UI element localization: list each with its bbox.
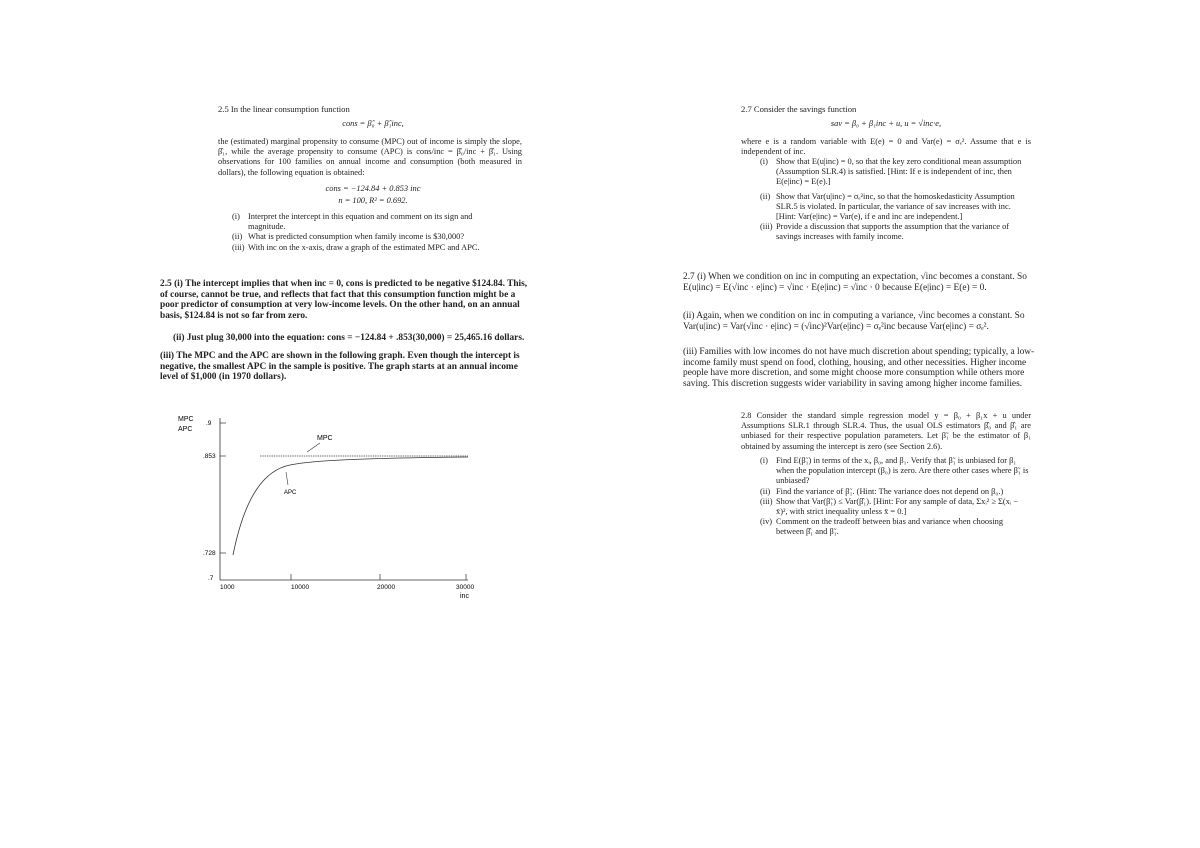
ans25-p3: (iii) The MPC and the APC are shown in the following graph. Even though the intercept is negative, the smallest APC in the sample is positive. The graph starts at an annual income level of $1,000 (in 1970 dollars). [160,351,520,383]
x-axis-label: inc [460,593,469,600]
item-number: (ii) [760,191,771,201]
q27-item [760,157,1030,188]
item-number: (iii) [232,242,245,252]
item-text: Show that E(u|inc) = 0, so that the key zero conditional mean assumption (Assumption SLR.4) is satisfied. [Hint: If e is independent of inc, then E(e|inc) = E(e).] [776,157,1022,187]
q28-item [760,497,1030,517]
item-number: (i) [760,157,768,166]
q25-eq3: n = 100, R² = 0.692. [338,196,408,205]
q28-item [760,487,1030,497]
graph-ylabel-mpc: MPC [178,416,194,423]
q27-item [760,222,1030,242]
q28-items [760,456,1030,538]
q25-item [232,243,502,253]
item-number: (i) [760,456,768,465]
q28-item [760,517,1030,537]
q25-eq1: cons = β̂₀ + β̂₁inc, [342,119,404,128]
graph-ylabel-apc: APC [178,426,193,433]
q25-para1: the (estimated) marginal propensity to consume (MPC) out of income is simply the slope, β̂₁, while the average propensity to consume (APC) is cons/inc = β̂₀/inc + β̂₁. Using observations for 100 families on annual income and consumption (both measured in dollars), the following equation is obtained: [218,137,522,177]
apc-curve [233,457,468,555]
item-number: (ii) [232,232,243,242]
q25-item [232,232,502,242]
ans27-p3: (iii) Families with low incomes do not have much discretion about spending; typically, a low-income family must spend on food, clothing, housing, and other necessities. Higher income people have more discretion, and some might choose more consumption while others more saving. This discretion suggests wider variability in saving among higher income families. [683,347,1035,389]
item-text: Provide a discussion that supports the assumption that the variance of savings increases with family income. [776,222,1010,242]
item-text: Show that Var(u|inc) = σₑ²inc, so that the homoskedasticity Assumption SLR.5 is violated. In particular, the variance of sav increases with inc. [Hint: Var(e|inc) = Var(e), if e and inc are independent.] [776,191,1015,222]
q27-eq1: sav = β₀ + β₁inc + u, u = √inc·e, [830,119,942,128]
item-number: (ii) [760,486,771,496]
item-number: (iii) [760,496,773,506]
q27-item [760,192,1030,223]
ans27-p1: 2.7 (i) When we condition on inc in computing an expectation, √inc becomes a constant. So E(u|inc) = E(√inc · e|inc) = √inc · E(e|inc) = √inc · 0 because E(e|inc) = E(e) = 0. [683,272,1027,293]
ans25-p1: 2.5 (i) The intercept implies that when inc = 0, cons is predicted to be negative $124.84. This, of course, cannot be true, and reflects that fact that this consumption function might be a poor predictor of consumption at very low-income levels. On the other hand, on an annual basis, $124.84 is not so far from zero. [160,279,528,321]
y-tick-label: .7 [208,575,214,582]
item-text: Find the variance of β̃₁. (Hint: The variance does not depend on β₀.) [776,486,1004,496]
item-number: (iv) [760,517,773,527]
x-tick-label: 1000 [220,584,235,591]
x-tick-label: 20000 [377,584,396,591]
q25-item [232,212,502,232]
mpc-pointer [307,443,320,452]
x-tick-label: 10000 [291,584,310,591]
item-text: Comment on the tradeoff between bias and variance when choosing between β̂₁ and β̃₁. [776,517,1004,537]
y-tick-label: .853 [203,453,216,460]
item-text: What is predicted consumption when family income is $30,000? [248,232,465,242]
y-tick-label: .9 [206,420,212,427]
item-text: Find E(β̃₁) in terms of the xᵢ, β₀, and β₁. Verify that β̃₁ is unbiased for β₁ when the population intercept (β₀) is zero. Are there other cases where β̃₁ is unbiased? [776,456,1029,486]
q27-items [760,157,1030,243]
q25-header: 2.5 In the linear consumption function [218,104,350,114]
q25-eq2: cons = −124.84 + 0.853 inc [325,184,421,193]
q28-header: 2.8 Consider the standard simple regression model y = β₀ + β₁x + u under Assumptions SLR.1 through SLR.4. Thus, the usual OLS estimators β̂₀ and β̂₁ are unbiased for their respective population parameters. Let β̃₁ be the estimator of β₁ obtained by assuming the intercept is zero (see Section 2.6). [741,411,1031,451]
q27-header: 2.7 Consider the savings function [741,104,857,114]
item-text: Show that Var(β̃₁) ≤ Var(β̂₁). [Hint: For any sample of data, Σxᵢ² ≥ Σ(xᵢ − x̄)², with strict inequality unless x̄ = 0.] [776,496,1019,517]
ans25-p2: (ii) Just plug 30,000 into the equation: cons = −124.84 + .853(30,000) = 25,465.16 dollars. [173,333,525,343]
apc-pointer [286,472,288,485]
item-text: Interpret the intercept in this equation and comment on its sign and magnitude. [248,212,473,232]
q28-item [760,456,1030,487]
mpc-apc-graph [170,410,500,600]
mpc-label: MPC [317,435,333,442]
y-tick-label: .728 [203,550,216,557]
item-number: (i) [232,212,240,221]
q25-items [232,212,502,253]
x-tick-label: 30000 [456,584,475,591]
ans27-p2: (ii) Again, when we condition on inc in computing a variance, √inc becomes a constant. So Var(u|inc) = Var(√inc · e|inc) = (√inc)²Var(e|inc) = σₑ²inc because Var(e|inc) = σₑ². [683,311,1025,332]
item-number: (iii) [760,222,773,232]
q27-para1: where e is a random variable with E(e) = 0 and Var(e) = σₑ². Assume that e is independent of inc. [741,137,1031,157]
item-text: With inc on the x-axis, draw a graph of the estimated MPC and APC. [248,242,480,252]
apc-label: APC [284,490,297,496]
